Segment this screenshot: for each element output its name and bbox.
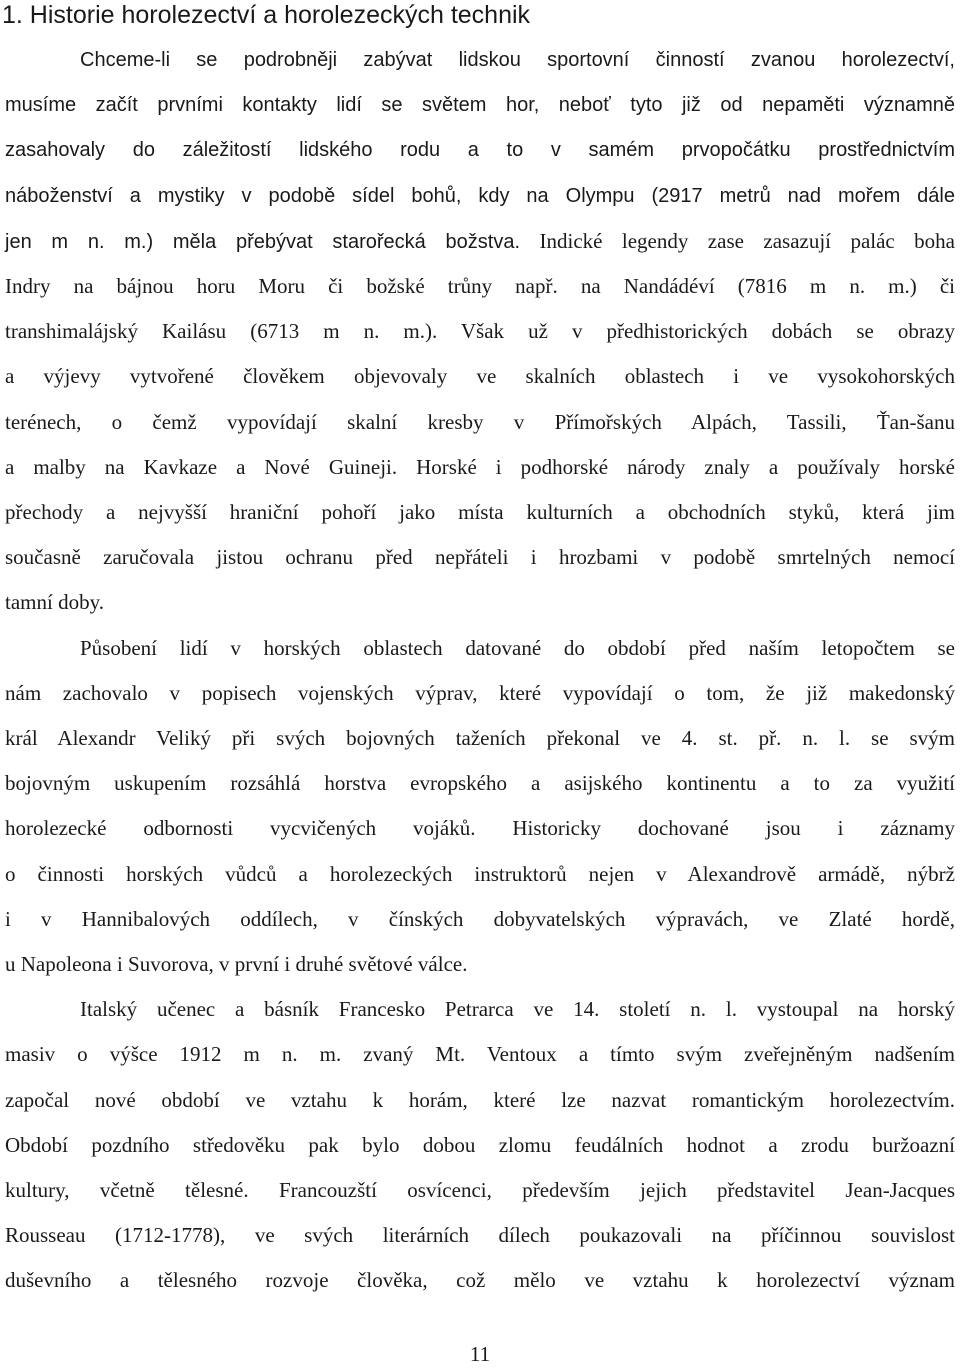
chapter-heading: 1. Historie horolezectví a horolezeckých technik [2, 1, 531, 29]
text-line [5, 852, 955, 897]
text-line [5, 806, 955, 851]
text-line [5, 490, 955, 535]
text-line [80, 626, 955, 671]
text-line [5, 671, 955, 716]
text-line [5, 942, 955, 987]
line-text: Chceme-li se podrobněji zabývat lidskou sportovní činností zvanou horolezectví, [80, 49, 955, 71]
line-text: terénech, o čemž vypovídají skalní kresby v Přímořských Alpách, Tassili, Ťan-šanu [5, 409, 955, 434]
text-line [5, 761, 955, 806]
line-text: nám zachovalo v popisech vojenských výprav, které vypovídají o tom, že již makedonský [5, 680, 955, 705]
text-line [5, 1032, 955, 1077]
line-text: tamní doby. [5, 590, 104, 615]
text-line [5, 580, 955, 625]
text-line [5, 128, 955, 173]
line-text: o činnosti horských vůdců a horolezeckých instruktorů nejen v Alexandrově armádě, nýbrž [5, 861, 955, 886]
text-line [5, 174, 955, 219]
text-line [80, 38, 955, 83]
line-text: duševního a tělesného rozvoje člověka, což mělo ve vztahu k horolezectví význam [5, 1268, 955, 1293]
line-text: a malby na Kavkaze a Nové Guineji. [5, 454, 398, 479]
line-text: přechody a nejvyšší hraniční pohoří jako místa kulturních a obchodních styků, která jim [5, 500, 955, 524]
line-text: současně zaručovala jistou ochranu před nepřáteli i hrozbami v podobě smrtelných nemocí [5, 545, 955, 570]
line-text-continued: Však už v předhistorických dobách se obrazy [437, 319, 956, 344]
line-text: zasahovaly do záležitostí lidského rodu a to v samém prvopočátku prostřednictvím [5, 139, 955, 162]
line-text: Rousseau (1712-1778), ve svých literárních dílech poukazovali na příčinnou souvislost [5, 1223, 955, 1248]
text-line [5, 400, 955, 445]
line-text: transhimalájský Kailásu (6713 m n. m.). [5, 319, 438, 344]
line-text: u Napoleona i Suvorova, v první i druhé světové válce. [5, 952, 468, 976]
line-text: Období pozdního středověku pak bylo dobou zlomu feudálních hodnot a zrodu buržoazní [5, 1132, 955, 1157]
line-text: musíme začít prvními kontakty lidí se světem hor, neboť tyto již od nepaměti významně [5, 94, 955, 117]
line-text: kultury, včetně tělesné. Francouzští osvícenci, především jejich představitel Jean-Jacques [5, 1178, 955, 1202]
text-line [5, 535, 955, 580]
line-text: i v Hannibalových oddílech, v čínských dobyvatelských výpravách, ve Zlaté hordě, [5, 906, 955, 931]
text-line [5, 309, 955, 354]
text-line [5, 1213, 955, 1258]
line-text-continued: Horské i podhorské národy znaly a používaly horské [397, 454, 955, 479]
text-line [80, 987, 955, 1032]
line-text: a výjevy vytvořené člověkem objevovaly ve skalních oblastech i ve vysokohorských [5, 364, 955, 389]
line-text: masiv o výšce 1912 m n. m. zvaný Mt. Ventoux a tímto svým zveřejněným nadšením [5, 1042, 955, 1067]
line-text: započal nové období ve vztahu k horám, které lze nazvat romantickým horolezectvím. [5, 1087, 955, 1112]
text-line [5, 219, 955, 264]
text-line [5, 264, 955, 309]
text-line [5, 716, 955, 761]
line-text: horolezecké odbornosti vycvičených vojáků. Historicky dochované jsou i záznamy [5, 816, 955, 841]
text-line [5, 1078, 955, 1123]
text-line [5, 354, 955, 399]
page-number: 11 [469, 1342, 491, 1366]
line-text-continued: Indické legendy zase zasazují palác boha [520, 228, 956, 253]
line-text: jen m n. m.) měla přebývat starořecká božstva. [5, 230, 521, 253]
text-line [5, 1168, 955, 1213]
line-text: Působení lidí v horských oblastech datované do období před naším letopočtem se [80, 635, 955, 660]
text-line [5, 897, 955, 942]
line-text: král Alexandr Veliký při svých bojovných taženích překonal ve 4. st. př. n. l. se svým [5, 726, 955, 750]
line-text: Italský učenec a básník Francesko Petrarca ve 14. století n. l. vystoupal na horský [80, 997, 955, 1022]
line-text: náboženství a mystiky v podobě sídel bohů, kdy na Olympu (2917 metrů nad mořem dále [5, 184, 955, 207]
text-line [5, 1258, 955, 1303]
line-text: bojovným uskupením rozsáhlá horstva evropského a asijského kontinentu a to za využití [5, 771, 955, 796]
text-line [5, 83, 955, 128]
text-line [5, 445, 955, 490]
line-text: Indry na bájnou horu Moru či božské trůny např. na Nandádéví (7816 m n. m.) či [5, 274, 955, 298]
text-line [5, 1123, 955, 1168]
